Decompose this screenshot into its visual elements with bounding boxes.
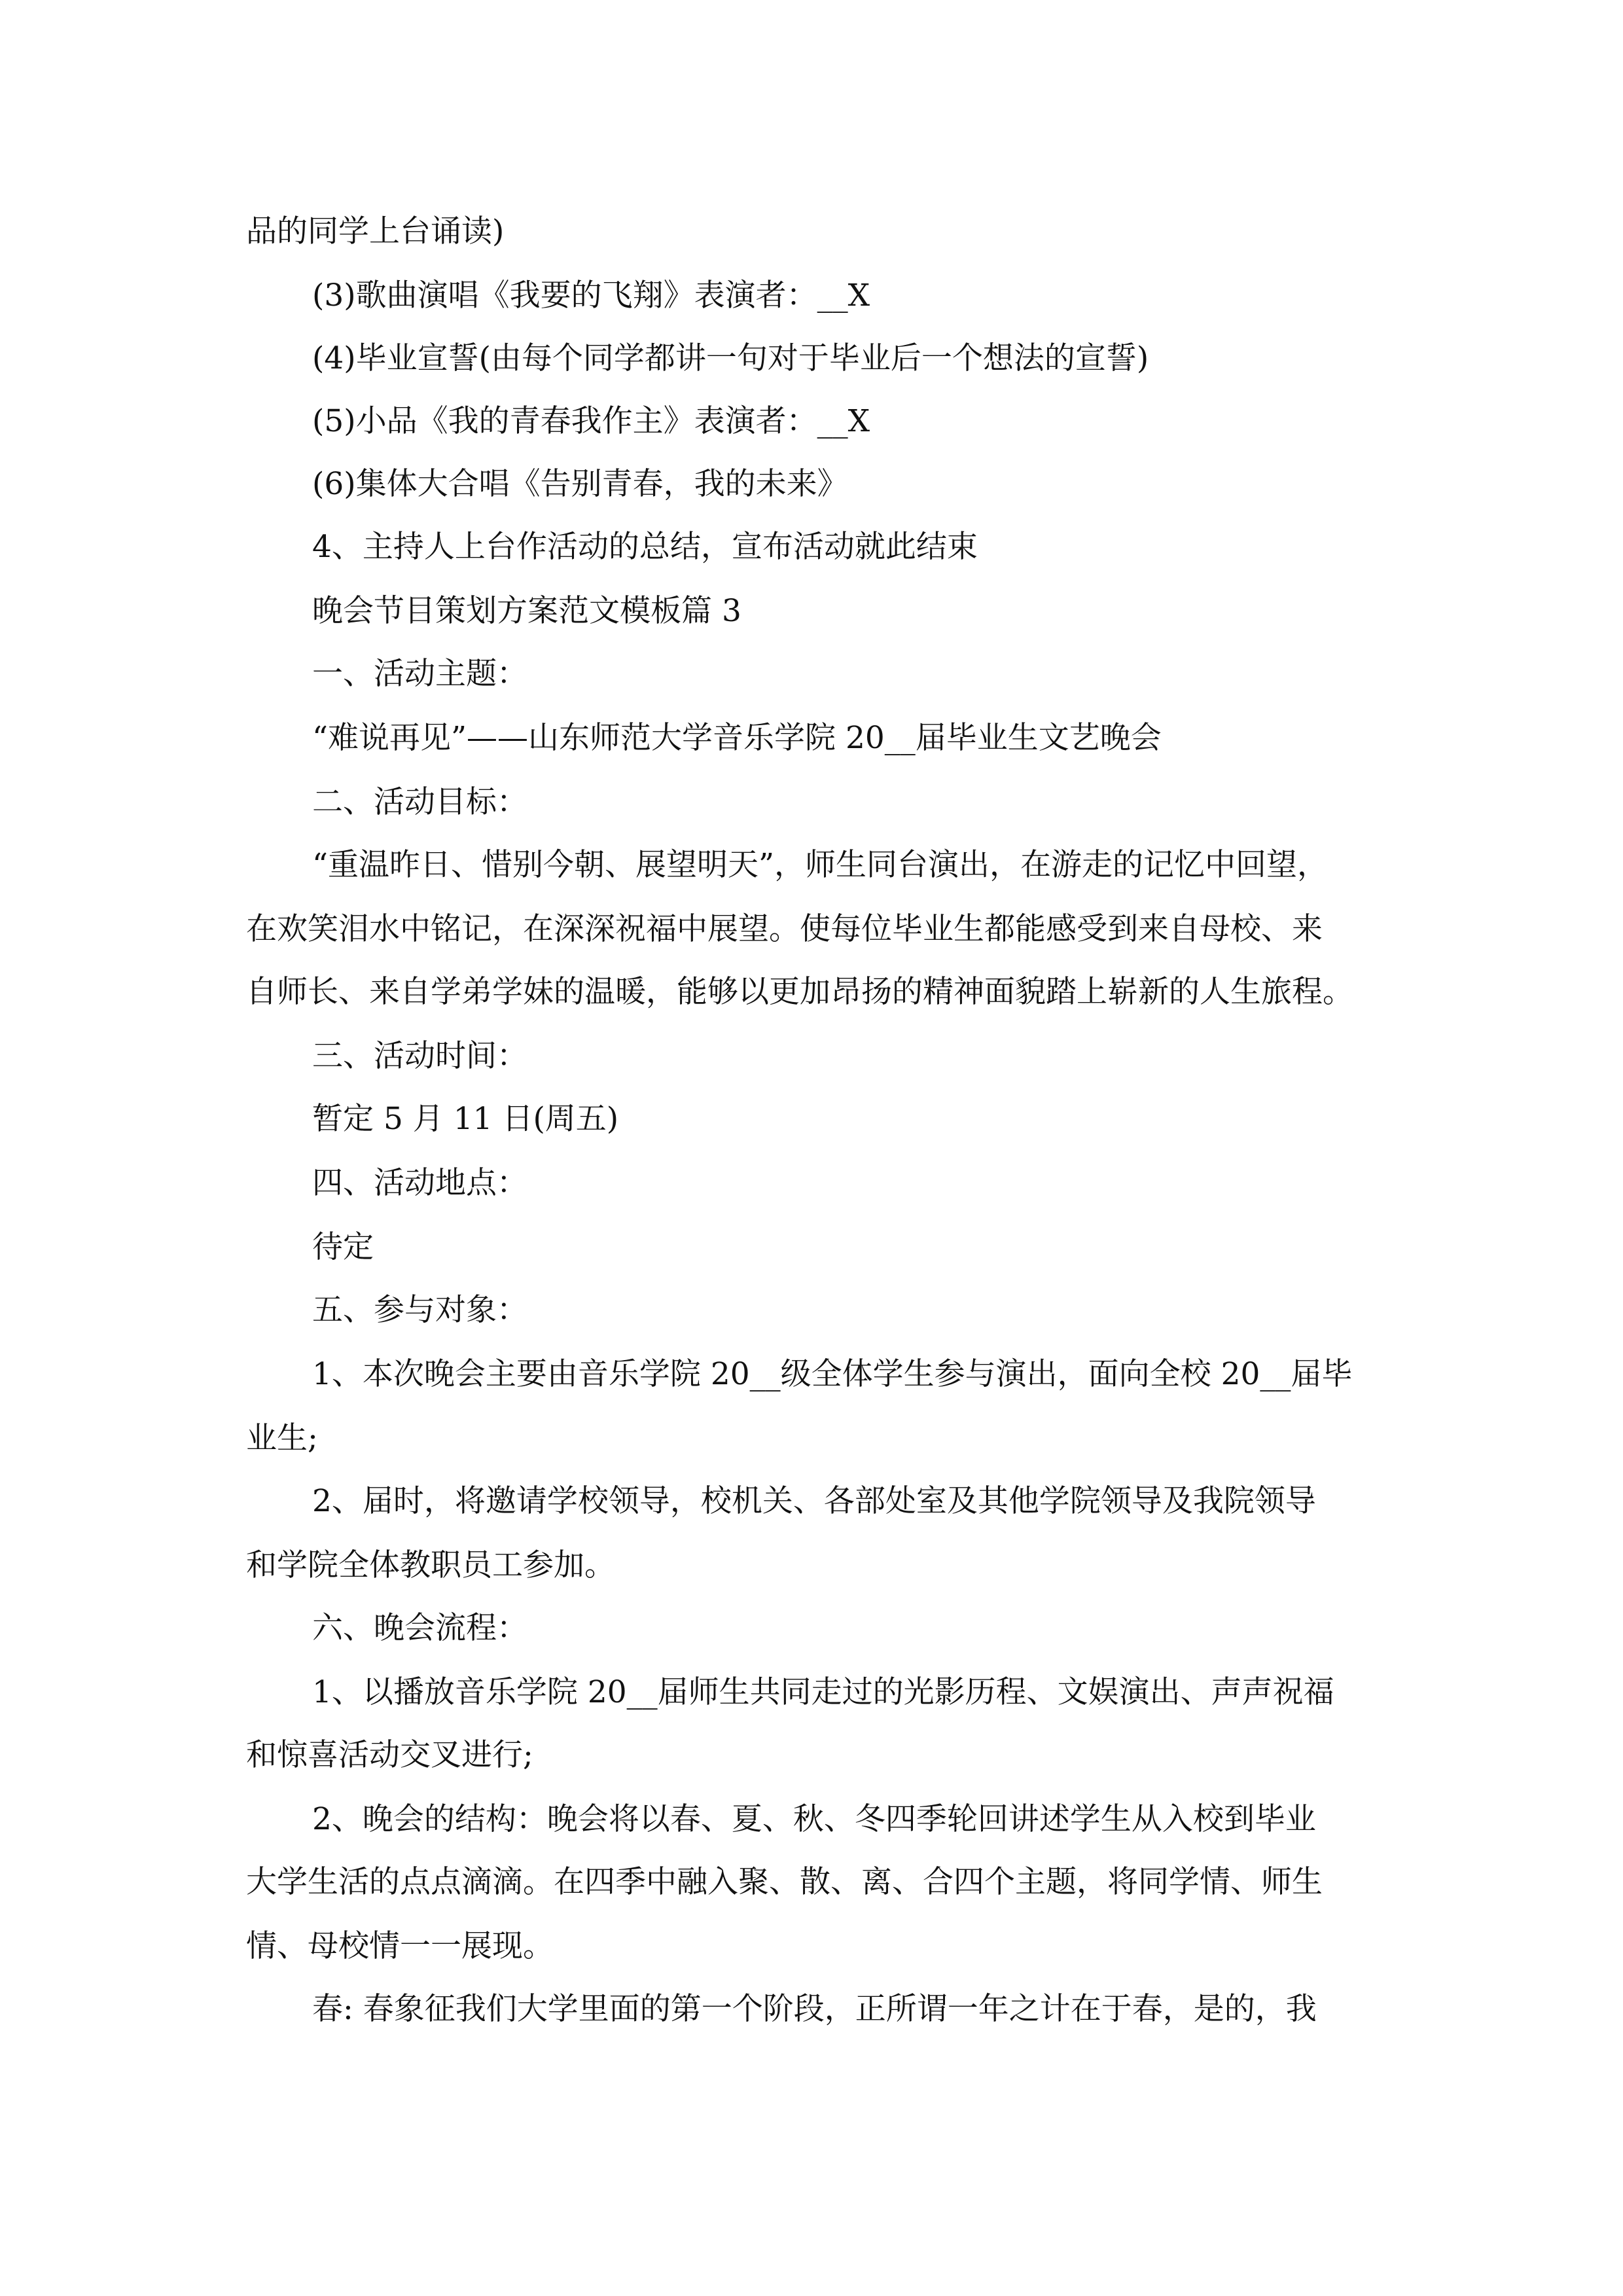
text-line: (4)毕业宣誓(由每个同学都讲一句对于毕业后一个想法的宣誓) bbox=[312, 340, 1149, 376]
section-heading: 二、活动目标： bbox=[312, 784, 527, 820]
text-line: 1、本次晚会主要由音乐学院 20__级全体学生参与演出，面向全校 20__届毕 bbox=[312, 1356, 1353, 1392]
text-line: 待定 bbox=[312, 1229, 374, 1265]
text-line: 和学院全体教职员工参加。 bbox=[246, 1547, 615, 1583]
section-heading: 六、晚会流程： bbox=[312, 1610, 527, 1646]
text-line: 业生; bbox=[246, 1420, 318, 1456]
section-heading: 一、活动主题： bbox=[312, 656, 527, 692]
section-heading: 五、参与对象： bbox=[312, 1292, 527, 1328]
text-line: 大学生活的点点滴滴。在四季中融入聚、散、离、合四个主题，将同学情、师生 bbox=[246, 1864, 1323, 1900]
text-line: (3)歌曲演唱《我要的飞翔》表演者：__X bbox=[312, 278, 870, 314]
text-line: 和惊喜活动交叉进行; bbox=[246, 1737, 533, 1773]
text-line: 情、母校情一一展现。 bbox=[246, 1928, 554, 1964]
text-line: 4、主持人上台作活动的总结，宣布活动就此结束 bbox=[312, 529, 978, 565]
text-line: “难说再见”——山东师范大学音乐学院 20__届毕业生文艺晚会 bbox=[312, 720, 1162, 756]
text-line: 2、晚会的结构：晚会将以春、夏、秋、冬四季轮回讲述学生从入校到毕业 bbox=[312, 1801, 1316, 1837]
text-line: 在欢笑泪水中铭记，在深深祝福中展望。使每位毕业生都能感受到来自母校、来 bbox=[246, 911, 1323, 947]
text-line: (5)小品《我的青春我作主》表演者：__X bbox=[312, 403, 870, 439]
text-line: (6)集体大合唱《告别青春，我的未来》 bbox=[312, 466, 848, 502]
text-line: “重温昨日、惜别今朝、展望明天”，师生同台演出，在游走的记忆中回望， bbox=[312, 847, 1329, 883]
text-line: 2、届时，将邀请学校领导，校机关、各部处室及其他学院领导及我院领导 bbox=[312, 1483, 1316, 1519]
section-heading: 三、活动时间： bbox=[312, 1038, 527, 1074]
section-title: 晚会节目策划方案范文模板篇 3 bbox=[312, 593, 741, 629]
text-line: 春: 春象征我们大学里面的第一个阶段，正所谓一年之计在于春，是的，我 bbox=[312, 1991, 1317, 2027]
text-line: 品的同学上台诵读) bbox=[246, 213, 505, 249]
text-line: 自师长、来自学弟学妹的温暖，能够以更加昂扬的精神面貌踏上崭新的人生旅程。 bbox=[246, 974, 1353, 1010]
section-heading: 四、活动地点： bbox=[312, 1165, 527, 1201]
text-line: 1、以播放音乐学院 20__届师生共同走过的光影历程、文娱演出、声声祝福 bbox=[312, 1674, 1334, 1710]
text-line: 暂定 5 月 11 日(周五) bbox=[312, 1101, 619, 1137]
